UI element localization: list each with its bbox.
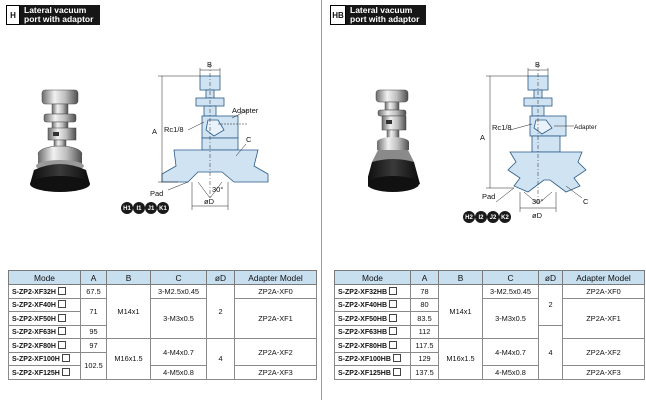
- cell-c: 3-M3x0.5: [483, 298, 539, 339]
- dim-d-label: øD: [532, 211, 542, 220]
- cell-d: 2: [539, 285, 563, 326]
- dim-b-label: B: [535, 60, 541, 69]
- column-header: A: [411, 271, 439, 285]
- cell-a: 83.5: [411, 312, 439, 326]
- section-header: [6, 5, 100, 25]
- variant-markers: [120, 201, 172, 215]
- column-header: Mode: [9, 271, 81, 285]
- cell-adapter: ZP2A-XF1: [235, 298, 317, 339]
- model-cell: S-ZP2-XF80HB: [335, 339, 411, 353]
- column-header: C: [483, 271, 539, 285]
- cell-a: 78: [411, 285, 439, 299]
- cell-c: 3-M2.5x0.45: [151, 285, 207, 299]
- table-row: [9, 366, 317, 380]
- angle-label: 30°: [212, 185, 224, 194]
- cell-adapter: ZP2A-XF3: [563, 366, 645, 380]
- cell-a: 67.5: [81, 285, 107, 299]
- product-photo: [30, 88, 100, 194]
- cell-adapter: ZP2A-XF2: [563, 339, 645, 366]
- model-checkbox[interactable]: [389, 327, 397, 335]
- model-checkbox[interactable]: [62, 368, 70, 376]
- cell-c: 4-M5x0.8: [151, 366, 207, 380]
- panel-h: [0, 0, 322, 400]
- cell-a: 129: [411, 352, 439, 366]
- angle-label: 30°: [532, 197, 544, 206]
- dim-a-label: A: [152, 127, 158, 136]
- cell-c: 4-M4x0.7: [483, 339, 539, 366]
- model-checkbox[interactable]: [58, 300, 66, 308]
- cell-c: 4-M4x0.7: [151, 339, 207, 366]
- table-row: [335, 339, 645, 353]
- adapter-label: Adapter: [574, 124, 597, 131]
- table-header-row: [9, 271, 317, 285]
- marker: I1: [136, 206, 142, 212]
- model-checkbox[interactable]: [58, 341, 66, 349]
- column-header: A: [81, 271, 107, 285]
- cell-b: M16x1.5: [107, 339, 151, 380]
- cell-d: 4: [207, 339, 235, 380]
- section-title: Lateral vacuum port with adaptor: [346, 5, 426, 25]
- section-letter: HB: [330, 5, 346, 25]
- model-checkbox[interactable]: [62, 354, 70, 362]
- table-row: [335, 298, 645, 312]
- cell-adapter: ZP2A-XF0: [563, 285, 645, 299]
- model-checkbox[interactable]: [389, 314, 397, 322]
- panel-hb: [324, 0, 646, 400]
- model-checkbox[interactable]: [393, 354, 401, 362]
- model-checkbox[interactable]: [58, 314, 66, 322]
- marker: K2: [501, 215, 509, 221]
- column-header: øD: [539, 271, 563, 285]
- marker: J1: [147, 206, 155, 212]
- column-header: C: [151, 271, 207, 285]
- spec-table: [8, 270, 317, 380]
- cell-a: 112: [411, 325, 439, 339]
- column-header: B: [107, 271, 151, 285]
- adapter-label: Adapter: [232, 106, 259, 115]
- cell-a: 80: [411, 298, 439, 312]
- cell-a: 95: [81, 325, 107, 339]
- model-cell: S-ZP2-XF40HB: [335, 298, 411, 312]
- marker: J2: [489, 215, 497, 221]
- marker: H1: [123, 206, 131, 212]
- marker: K1: [159, 206, 167, 212]
- model-cell: S-ZP2-XF125H: [9, 366, 81, 380]
- column-header: øD: [207, 271, 235, 285]
- pad-label: Pad: [482, 192, 496, 201]
- model-cell: S-ZP2-XF50H: [9, 312, 81, 326]
- table-row: [335, 366, 645, 380]
- dim-b-label: B: [207, 60, 213, 69]
- dim-c-label: C: [246, 135, 252, 144]
- cell-a: 137.5: [411, 366, 439, 380]
- model-cell: S-ZP2-XF100HB: [335, 352, 411, 366]
- column-header: Mode: [335, 271, 411, 285]
- model-cell: S-ZP2-XF32HB: [335, 285, 411, 299]
- technical-drawing: [470, 58, 630, 228]
- model-checkbox[interactable]: [393, 368, 401, 376]
- variant-markers: [462, 210, 514, 224]
- cell-c: 3-M2.5x0.45: [483, 285, 539, 299]
- dim-a-label: A: [480, 133, 486, 142]
- cell-a: 117.5: [411, 339, 439, 353]
- product-photo: [368, 86, 426, 196]
- port-label: Rc1/8: [492, 123, 512, 132]
- port-label: Rc1/8: [164, 125, 184, 134]
- model-cell: S-ZP2-XF32H: [9, 285, 81, 299]
- cell-a: 97: [81, 339, 107, 353]
- section-letter: H: [6, 5, 20, 25]
- cell-d: 4: [539, 325, 563, 379]
- model-cell: S-ZP2-XF125HB: [335, 366, 411, 380]
- cell-b: M14x1: [107, 285, 151, 339]
- dim-d-label: øD: [204, 197, 214, 206]
- cell-b: M16x1.5: [439, 339, 483, 380]
- cell-b: M14x1: [439, 285, 483, 339]
- cell-d: 2: [207, 285, 235, 339]
- column-header: Adapter Model: [563, 271, 645, 285]
- model-cell: S-ZP2-XF63H: [9, 325, 81, 339]
- dim-c-label: C: [583, 197, 589, 206]
- section-header: [330, 5, 426, 25]
- model-cell: S-ZP2-XF80H: [9, 339, 81, 353]
- cell-adapter: ZP2A-XF3: [235, 366, 317, 380]
- table-row: [9, 285, 317, 299]
- model-cell: S-ZP2-XF50HB: [335, 312, 411, 326]
- pad-label: Pad: [150, 189, 164, 198]
- table-row: [335, 285, 645, 299]
- table-row: [9, 339, 317, 353]
- column-header: Adapter Model: [235, 271, 317, 285]
- marker: I2: [478, 215, 484, 221]
- cell-adapter: ZP2A-XF1: [563, 298, 645, 339]
- model-checkbox[interactable]: [389, 341, 397, 349]
- cell-a: 71: [81, 298, 107, 325]
- section-title: Lateral vacuum port with adaptor: [20, 5, 100, 25]
- spec-table: [334, 270, 645, 380]
- cell-c: 4-M5x0.8: [483, 366, 539, 380]
- marker: H2: [465, 215, 473, 221]
- cell-c: 3-M3x0.5: [151, 298, 207, 339]
- model-cell: S-ZP2-XF40H: [9, 298, 81, 312]
- table-row: [9, 298, 317, 312]
- cell-a: 102.5: [81, 352, 107, 379]
- model-checkbox[interactable]: [389, 287, 397, 295]
- table-header-row: [335, 271, 645, 285]
- cell-adapter: ZP2A-XF0: [235, 285, 317, 299]
- model-cell: S-ZP2-XF100H: [9, 352, 81, 366]
- model-cell: S-ZP2-XF63HB: [335, 325, 411, 339]
- model-checkbox[interactable]: [58, 327, 66, 335]
- model-checkbox[interactable]: [389, 300, 397, 308]
- column-header: B: [439, 271, 483, 285]
- model-checkbox[interactable]: [58, 287, 66, 295]
- cell-adapter: ZP2A-XF2: [235, 339, 317, 366]
